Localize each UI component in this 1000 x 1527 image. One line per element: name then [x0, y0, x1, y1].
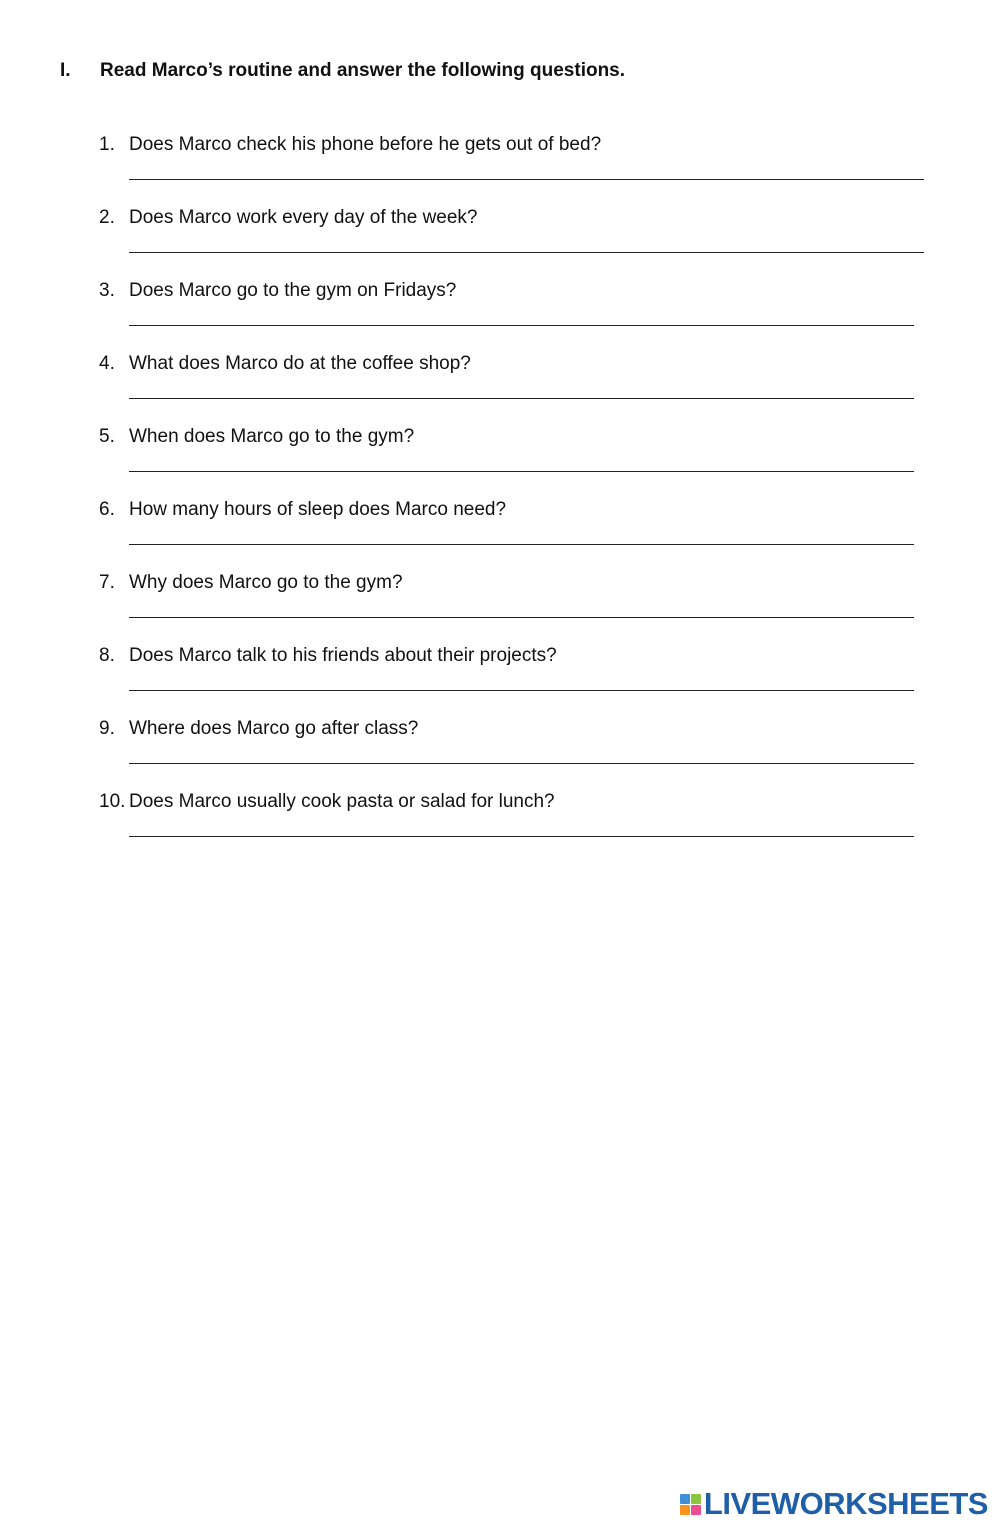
answer-line-4[interactable] — [129, 398, 914, 399]
question-text: Does Marco go to the gym on Fridays? — [129, 280, 457, 301]
logo-cell — [680, 1505, 690, 1515]
question-number: 4. — [99, 353, 115, 374]
liveworksheets-logo-icon — [680, 1494, 701, 1515]
question-number: 6. — [99, 499, 115, 520]
question-number: 10. — [99, 791, 126, 812]
question-number: 3. — [99, 280, 115, 301]
question-text: Why does Marco go to the gym? — [129, 572, 403, 593]
liveworksheets-logo — [680, 1487, 988, 1521]
question-text: Does Marco check his phone before he gets out of bed? — [129, 134, 602, 155]
question-text: When does Marco go to the gym? — [129, 426, 415, 447]
question-number: 9. — [99, 718, 115, 739]
answer-line-10[interactable] — [129, 836, 914, 837]
question-number: 5. — [99, 426, 115, 447]
question-text: How many hours of sleep does Marco need? — [129, 499, 507, 520]
question-text: Where does Marco go after class? — [129, 718, 419, 739]
answer-line-8[interactable] — [129, 690, 914, 691]
question-text: Does Marco work every day of the week? — [129, 207, 478, 228]
answer-line-5[interactable] — [129, 471, 914, 472]
question-text: Does Marco talk to his friends about their projects? — [129, 645, 557, 666]
section-numeral: I. — [60, 60, 71, 81]
question-text: What does Marco do at the coffee shop? — [129, 353, 471, 374]
logo-cell — [680, 1494, 690, 1504]
question-text: Does Marco usually cook pasta or salad for lunch? — [129, 791, 555, 812]
answer-line-7[interactable] — [129, 617, 914, 618]
question-number: 1. — [99, 134, 115, 155]
answer-line-9[interactable] — [129, 763, 914, 764]
logo-cell — [691, 1494, 701, 1504]
section-instruction: Read Marco’s routine and answer the following questions. — [100, 60, 626, 81]
answer-line-6[interactable] — [129, 544, 914, 545]
answer-line-1[interactable] — [129, 179, 924, 180]
question-number: 8. — [99, 645, 115, 666]
answer-line-2[interactable] — [129, 252, 924, 253]
logo-text: LIVEWORKSHEETS — [703, 1486, 988, 1521]
logo-cell — [691, 1505, 701, 1515]
answer-line-3[interactable] — [129, 325, 914, 326]
question-number: 2. — [99, 207, 115, 228]
question-number: 7. — [99, 572, 115, 593]
